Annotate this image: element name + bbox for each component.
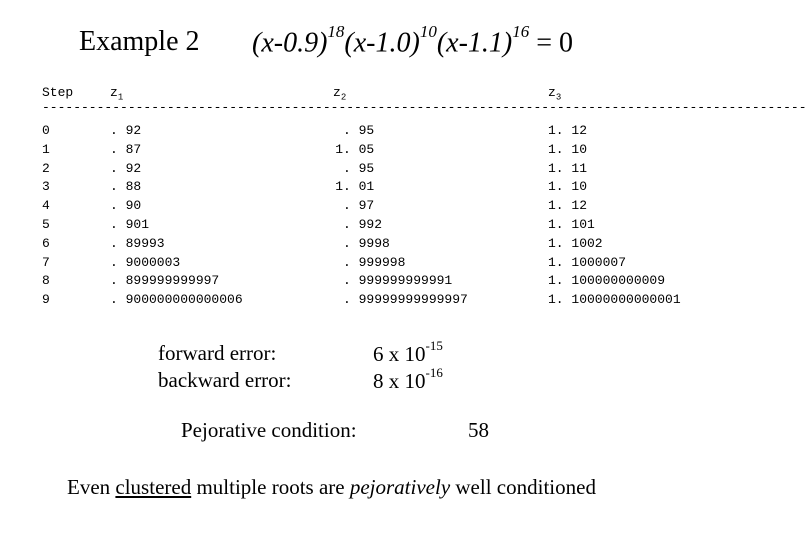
table-cell: 1. 1000007 xyxy=(548,254,627,270)
table-cell: . 95 xyxy=(343,160,375,176)
table-cell: 7 xyxy=(42,254,50,270)
table-cell: 1. 12 xyxy=(548,123,588,138)
table-cell: . 899999999997 xyxy=(110,273,220,289)
table-cell: . 901 xyxy=(110,216,150,232)
table-cell: . 992 xyxy=(343,216,383,232)
backward-error-value: 8 x $10^{-16}$ xyxy=(373,365,443,393)
table-cell: 0 xyxy=(42,123,50,138)
table-cell: . 97 xyxy=(343,198,375,214)
table-cell: 1. 1002 xyxy=(548,235,603,251)
factor-2: (x-1.0) xyxy=(344,27,420,59)
table-cell: 5 xyxy=(42,216,50,232)
table-cell: 2 xyxy=(42,160,50,176)
factor-3: (x-1.1) xyxy=(436,27,513,59)
factor-2-exponent: 10 xyxy=(419,22,437,41)
table-divider: -------------------------------------------------------------------------------------------------- xyxy=(42,100,807,115)
table-cell: 1. 11 xyxy=(548,160,588,176)
table-cell: 1. 10 xyxy=(548,179,588,195)
table-cell: 6 xyxy=(42,235,50,251)
table-cell: . 92 xyxy=(110,123,142,138)
table-cell: 1 . 01 xyxy=(335,179,375,195)
table-cell: . 9998 xyxy=(343,235,390,251)
table-cell: 1 xyxy=(42,141,50,157)
emphasis-clustered: clustered xyxy=(115,475,192,499)
table-cell: 3 xyxy=(42,179,50,195)
slide-title-row xyxy=(0,24,720,64)
forward-error-value: 6 x $10^{-15}$ xyxy=(373,338,443,366)
table-cell: 1. 101 xyxy=(548,216,595,232)
header-z1: $z_1$ xyxy=(110,85,124,103)
table-cell: . 9000003 xyxy=(110,254,181,270)
pejorative-condition-label: Pejorative condition: xyxy=(181,418,357,442)
table-cell: . 92 xyxy=(110,160,142,176)
conclusion-text: Even clustered multiple roots are pejoratively well conditioned xyxy=(67,475,596,499)
backward-error-label: backward error: xyxy=(158,368,292,392)
z1-column xyxy=(110,122,243,310)
pejorative-condition-value: 58 xyxy=(468,418,489,442)
forward-error-label: forward error: xyxy=(158,341,277,365)
factor-3-exponent: 16 xyxy=(512,22,530,41)
table-cell: 1 . 05 xyxy=(335,141,375,157)
polynomial-equation xyxy=(252,22,574,59)
table-cell: . 999999999991 xyxy=(343,273,453,289)
table-cell: . 95 xyxy=(343,123,375,138)
header-z2: $z_2$ xyxy=(333,85,347,103)
example-label: Example 2 xyxy=(79,26,200,57)
equation-rhs: = 0 xyxy=(529,27,574,59)
z3-column xyxy=(548,122,681,310)
table-cell: 1. 10 xyxy=(548,141,588,157)
header-step: Step xyxy=(42,85,74,100)
table-cell: . 90 xyxy=(110,198,142,214)
table-cell: 1. 12 xyxy=(548,198,588,214)
table-cell: . 99999999999997 xyxy=(343,292,468,308)
emphasis-pejoratively: pejoratively xyxy=(349,475,451,499)
table-cell: . 88 xyxy=(110,179,142,195)
table-cell: 4 xyxy=(42,198,50,214)
table-cell: . 87 xyxy=(110,141,142,157)
header-z3: $z_3$ xyxy=(548,85,562,103)
factor-1: (x-0.9) xyxy=(252,27,328,59)
z2-column xyxy=(290,122,490,310)
table-cell: . 999998 xyxy=(343,254,406,270)
step-column xyxy=(42,122,50,310)
table-cell: . 900000000000006 xyxy=(110,292,243,308)
table-cell: 9 xyxy=(42,292,50,308)
table-cell: 8 xyxy=(42,273,50,289)
factor-1-exponent: 18 xyxy=(327,22,345,41)
table-cell: . 89993 xyxy=(110,235,165,251)
table-cell: 1. 10000000000001 xyxy=(548,292,681,308)
table-cell: 1. 100000000009 xyxy=(548,273,666,289)
